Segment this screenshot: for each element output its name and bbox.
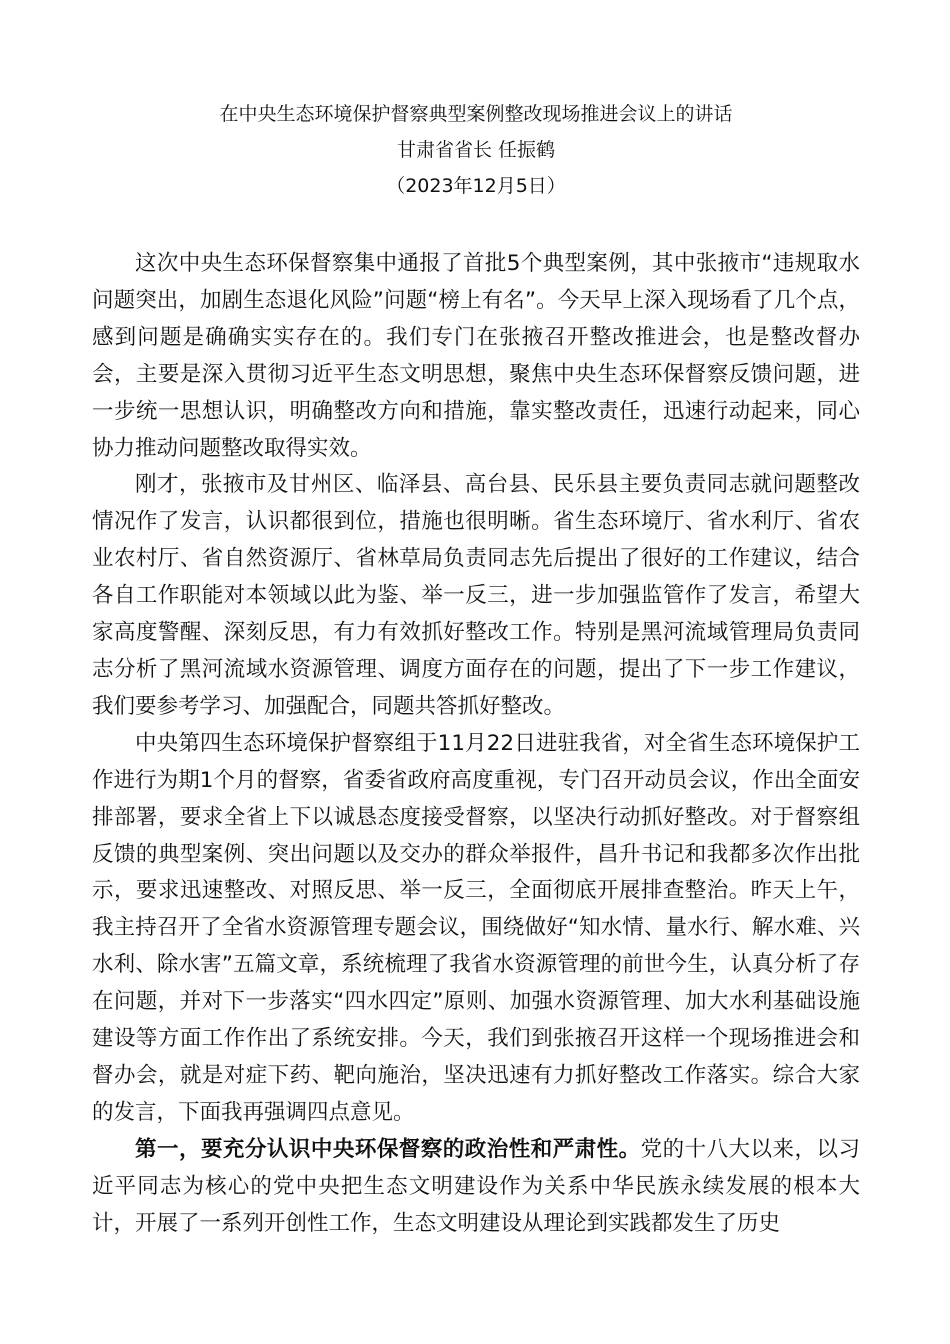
speaker-line: 甘肃省省长 任振鹤 xyxy=(396,139,556,161)
document-body xyxy=(92,246,860,1242)
paragraph: 刚才，张掖市及甘州区、临泽县、高台县、民乐县主要负责同志就问题整改情况作了发言，认识都很到位，措施也很明晰。省生态环境厅、省水利厅、省农业农村厅、省自然资源厅、省林草局负责同志先后提出了很好的工作建议，结合各自工作职能对本领域以此为鉴、举一反三，进一步加强监管作了发言，希望大家高度警醒、深刻反思，有力有效抓好整改工作。特别是黑河流域管理局负责同志分析了黑河流域水资源管理、调度方面存在的问题，提出了下一步工作建议，我们要参考学习、加强配合，同题共答抓好整改。 xyxy=(92,472,860,719)
paragraph: 中央第四生态环境保护督察组于11月22日进驻我省，对全省生态环境保护工作进行为期1个月的督察，省委省政府高度重视，专门召开动员会议，作出全面安排部署，要求全省上下以诚恳态度接受督察，以坚决行动抓好整改。对于督察组反馈的典型案例、突出问题以及交办的群众举报件，昌升书记和我都多次作出批示，要求迅速整改、对照反思、举一反三，全面彻底开展排查整治。昨天上午，我主持召开了全省水资源管理专题会议，围绕做好“知水情、量水行、解水难、兴水利、除水害”五篇文章，系统梳理了我省水资源管理的前世今生，认真分析了存在问题，并对下一步落实“四水四定”原则、加强水资源管理、加大水利基础设施建设等方面工作作出了系统安排。今天，我们到张掖召开这样一个现场推进会和督办会，就是对症下药、靶向施治，坚决迅速有力抓好整改工作落实。综合大家的发言，下面我再强调四点意见。 xyxy=(92,730,860,1125)
paragraph: 这次中央生态环保督察集中通报了首批5个典型案例，其中张掖市“违规取水问题突出，加剧生态退化风险”问题“榜上有名”。今天早上深入现场看了几个点，感到问题是确确实实存在的。我们专门在张掖召开整改推进会，也是整改督办会，主要是深入贯彻习近平生态文明思想，聚焦中央生态环保督察反馈问题，进一步统一思想认识，明确整改方向和措施，靠实整改责任，迅速行动起来，同心协力推动问题整改取得实效。 xyxy=(92,251,860,461)
point-one-text: 党的十八大以来，以习近平同志为核心的党中央把生态文明建设作为关系中华民族永续发展的根本大计，开展了一系列开创性工作，生态文明建设从理论到实践都发生了历史 xyxy=(92,1136,860,1236)
document-title: 在中央生态环境保护督察典型案例整改现场推进会议上的讲话 xyxy=(219,103,733,125)
paragraph-point-one xyxy=(92,1132,860,1243)
document-header xyxy=(92,96,860,204)
point-one-heading: 第一，要充分认识中央环保督察的政治性和严肃性。 xyxy=(135,1136,641,1162)
date-line: （2023年12月5日） xyxy=(386,175,566,197)
